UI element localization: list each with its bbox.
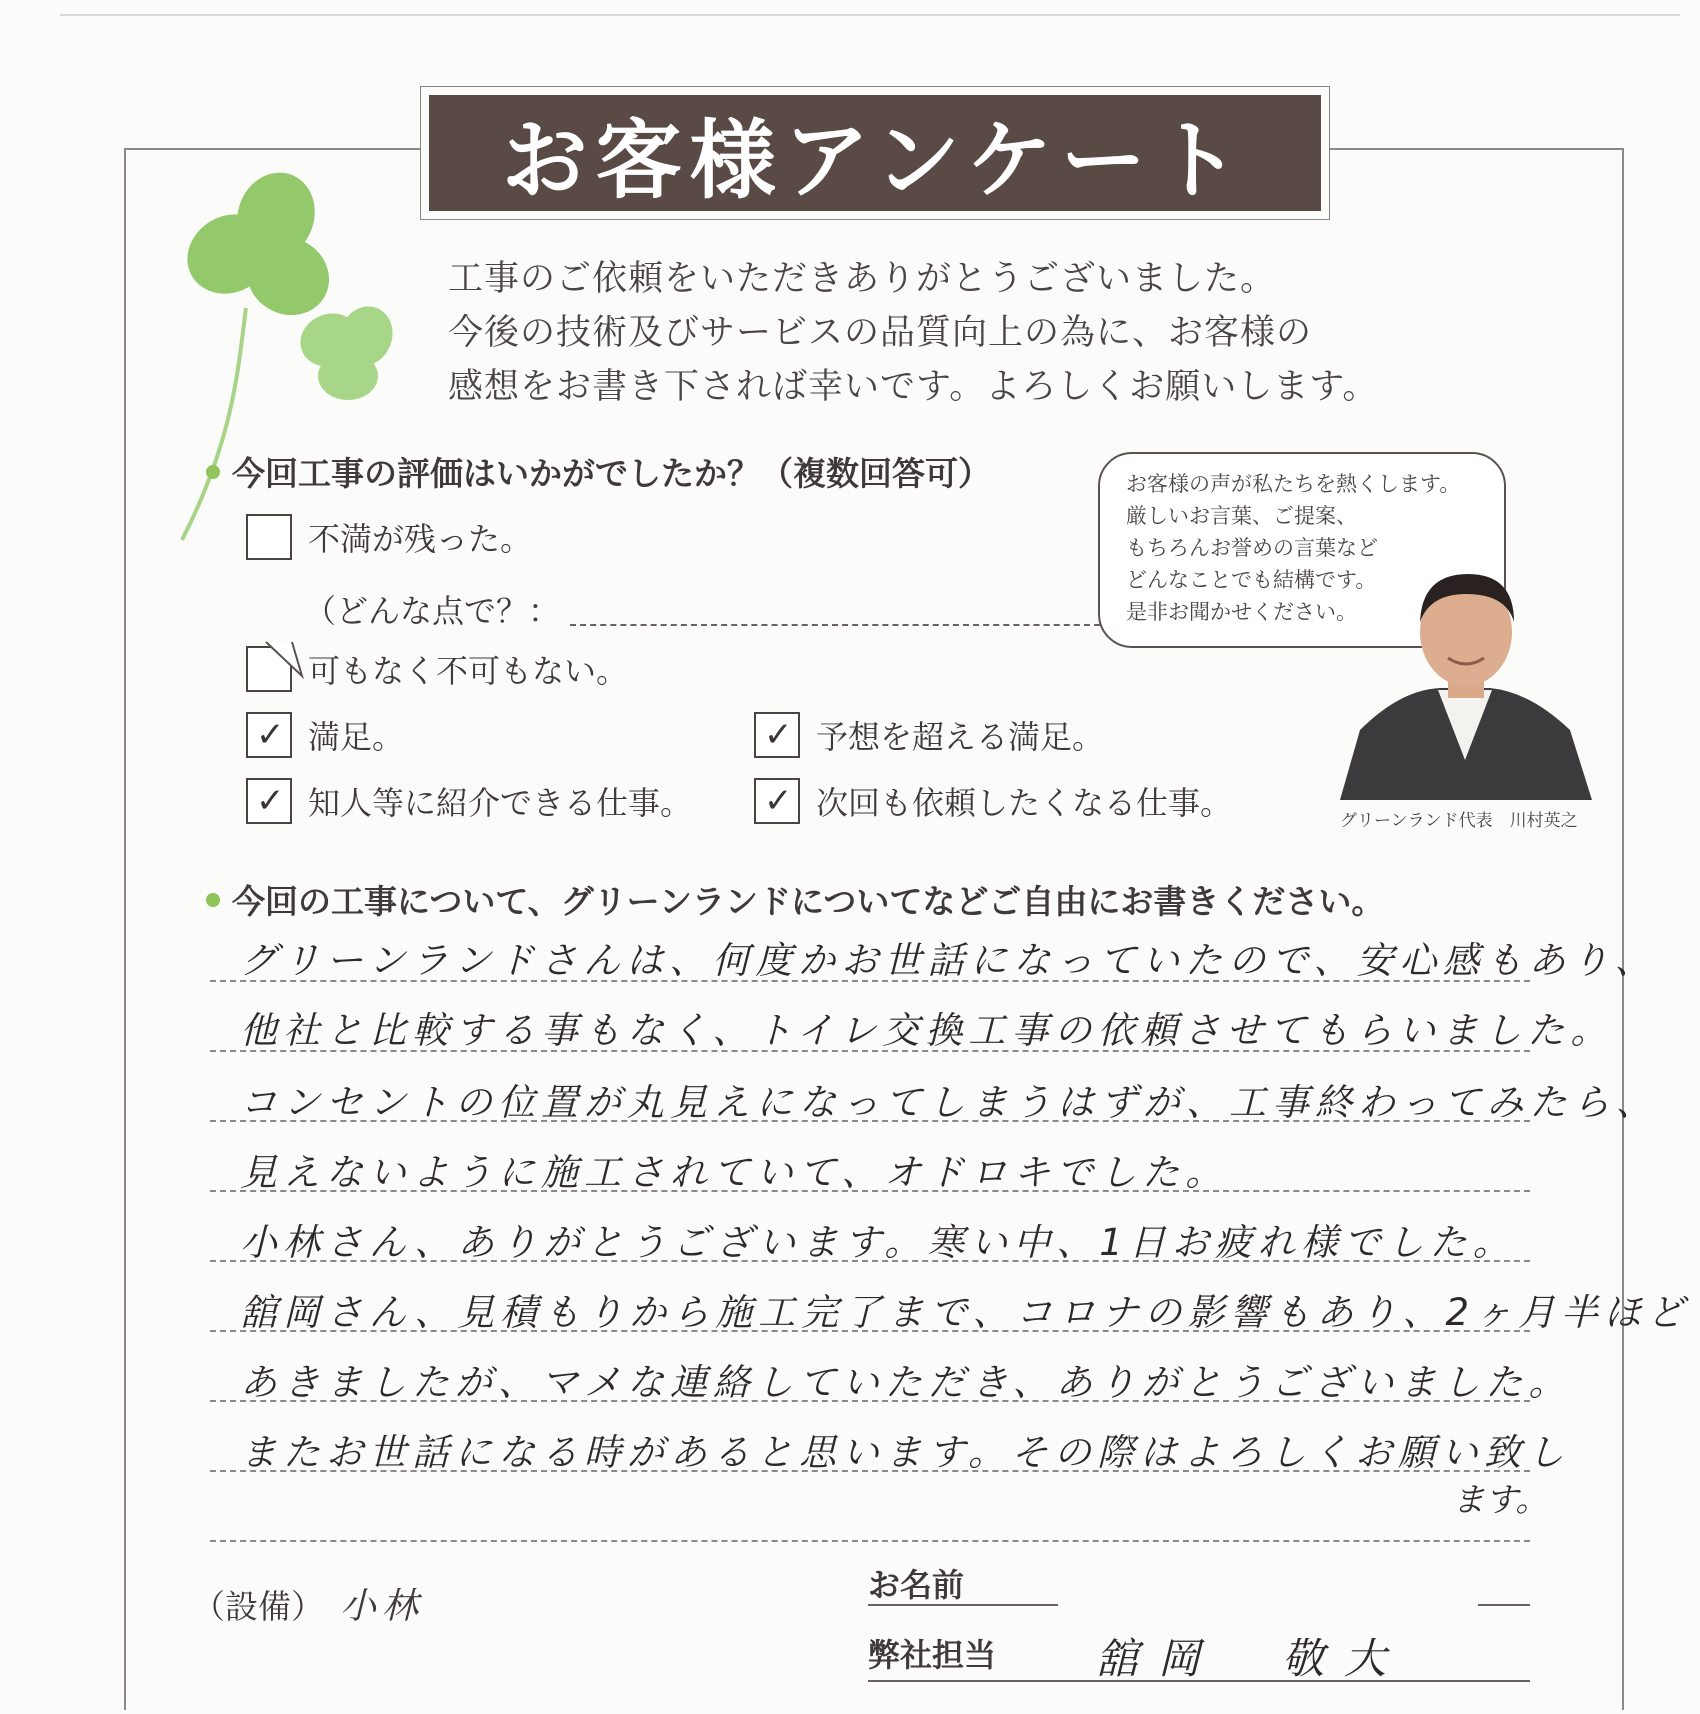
checkbox[interactable] bbox=[246, 778, 292, 824]
intro-text bbox=[448, 252, 1378, 414]
ruled-line bbox=[210, 1190, 1530, 1192]
option-label: 不満が残った。 bbox=[308, 520, 533, 558]
q1-heading bbox=[206, 448, 991, 495]
check-mark-icon: ✓ bbox=[256, 781, 285, 821]
representative-caption: グリーンランド代表 川村英之 bbox=[1340, 811, 1578, 831]
intro-line: 工事のご依頼をいただきありがとうございました。 bbox=[448, 259, 1277, 299]
title-box bbox=[420, 86, 1330, 220]
reason-open: （どんな点で？： bbox=[304, 592, 561, 630]
intro-line: 今後の技術及びサービスの品質向上の為に、お客様の bbox=[448, 313, 1313, 353]
ruled-line bbox=[210, 1050, 1530, 1052]
name-underline bbox=[1478, 1604, 1530, 1606]
bubble-line: お客様の声が私たちを熱くします。 bbox=[1126, 472, 1461, 496]
bubble-line: もちろんお誉めの言葉など bbox=[1126, 536, 1378, 560]
ruled-line bbox=[210, 1540, 1530, 1542]
bubble-tail-icon bbox=[262, 640, 322, 680]
checkbox[interactable] bbox=[754, 712, 800, 758]
check-mark-icon: ✓ bbox=[764, 781, 793, 821]
q1-heading-text: 今回工事の評価はいかがでしたか？（複数回答可） bbox=[232, 454, 991, 493]
option-recommendable[interactable] bbox=[246, 778, 692, 824]
bubble-line: どんなことでも結構です。 bbox=[1126, 568, 1377, 592]
checkbox[interactable] bbox=[246, 712, 292, 758]
comment-line: グリーンランドさんは、何度かお世話になっていたので、安心感もあり、 bbox=[240, 939, 1658, 982]
staff-dept: （設備） bbox=[192, 1587, 324, 1626]
option-repeat[interactable] bbox=[754, 778, 1232, 824]
comment-line: 見えないように施工されていて、オドロキでした。 bbox=[240, 1151, 1229, 1194]
page-title: お客様アンケート bbox=[429, 95, 1321, 211]
comment-line: あきましたが、マメな連絡していただき、ありがとうございました。 bbox=[240, 1361, 1572, 1404]
check-mark-icon: ✓ bbox=[764, 715, 793, 755]
ruled-line bbox=[210, 1330, 1530, 1332]
option-label: 次回も依頼したくなる仕事。 bbox=[816, 784, 1233, 822]
q2-heading bbox=[206, 876, 1384, 923]
ruled-line bbox=[210, 1260, 1530, 1262]
reason-input-line[interactable] bbox=[570, 594, 1100, 626]
checkbox[interactable] bbox=[754, 778, 800, 824]
comment-line-end: ます。 bbox=[1452, 1480, 1549, 1519]
bubble-line: 厳しいお言葉、ご提案、 bbox=[1126, 504, 1357, 528]
option-label: 満足。 bbox=[308, 718, 405, 756]
rep-underline bbox=[868, 1680, 1530, 1682]
name-label: お名前 bbox=[868, 1566, 965, 1604]
ruled-line bbox=[210, 980, 1530, 982]
representative-photo bbox=[1330, 560, 1600, 800]
comment-line: またお世話になる時があると思います。その際はよろしくお願い致し bbox=[240, 1431, 1571, 1474]
ruled-line bbox=[210, 1470, 1530, 1472]
comment-line: 小林さん、ありがとうございます。寒い中、1日お疲れ様でした。 bbox=[240, 1221, 1516, 1264]
reason-field bbox=[304, 586, 1140, 632]
q2-heading-text: 今回の工事について、グリーンランドについてなどご自由にお書きください。 bbox=[232, 882, 1385, 921]
ruled-line bbox=[210, 1400, 1530, 1402]
bullet-icon bbox=[206, 893, 220, 907]
rep-name: 舘岡 敬大 bbox=[1096, 1634, 1407, 1683]
bullet-icon bbox=[206, 465, 220, 479]
check-mark-icon: ✓ bbox=[256, 715, 285, 755]
rep-label: 弊社担当 bbox=[868, 1636, 997, 1674]
ruled-line bbox=[210, 1120, 1530, 1122]
name-underline bbox=[868, 1604, 1058, 1606]
checkbox[interactable] bbox=[246, 514, 292, 560]
intro-line: 感想をお書き下されば幸いです。よろしくお願いします。 bbox=[448, 367, 1379, 407]
staff-field bbox=[192, 1578, 424, 1629]
option-label: 予想を超える満足。 bbox=[816, 718, 1105, 756]
comment-line: コンセントの位置が丸見えになってしまうはずが、工事終わってみたら、 bbox=[240, 1081, 1659, 1124]
comment-line: 他社と比較する事もなく、トイレ交換工事の依頼させてもらいました。 bbox=[240, 1009, 1614, 1052]
staff-name: 小林 bbox=[340, 1586, 425, 1627]
bubble-line: 是非お聞かせください。 bbox=[1126, 600, 1357, 624]
comment-line: 舘岡さん、見積もりから施工完了まで、コロナの影響もあり、2ヶ月半ほど bbox=[240, 1291, 1691, 1334]
option-satisfied[interactable] bbox=[246, 712, 404, 758]
option-label: 可もなく不可もない。 bbox=[308, 652, 629, 690]
option-label: 知人等に紹介できる仕事。 bbox=[308, 784, 693, 822]
option-dissatisfied[interactable] bbox=[246, 514, 532, 560]
scan-edge bbox=[60, 14, 1680, 16]
option-beyond-expectation[interactable] bbox=[754, 712, 1104, 758]
